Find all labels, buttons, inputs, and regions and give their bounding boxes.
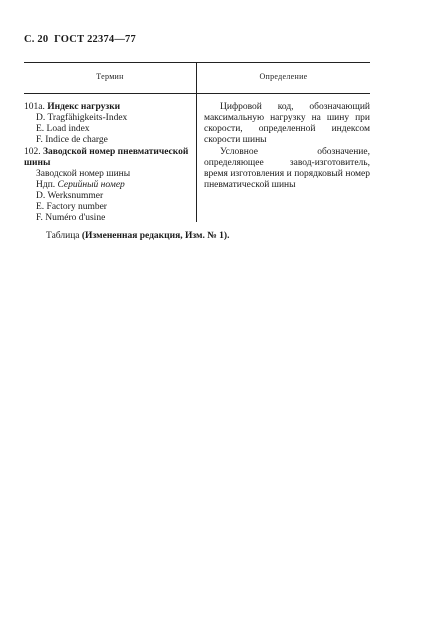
- edition-note: [46, 231, 229, 241]
- term-fr: F. Indice de charge: [36, 135, 108, 145]
- term-ndp: [24, 180, 192, 191]
- table-row-term: [24, 102, 192, 146]
- term-fr: F. Numéro d'usine: [36, 213, 106, 223]
- term-ru: Индекс нагрузки: [47, 102, 121, 112]
- term-ru: Заводской номер пневматической шины: [24, 147, 189, 168]
- terms-table: [24, 62, 370, 222]
- edition-label: Таблица: [46, 231, 80, 241]
- term-number: 101a.: [24, 102, 45, 112]
- term-de: D. Tragfähigkeits-Index: [36, 113, 128, 123]
- page-header: [24, 34, 136, 45]
- term-de: D. Werksnummer: [36, 191, 104, 201]
- ndp-value: Серийный номер: [57, 180, 125, 190]
- standard-code: ГОСТ 22374—77: [54, 34, 136, 45]
- term-en: E. Load index: [36, 124, 90, 134]
- term-synonym: Заводской номер шины: [36, 169, 131, 179]
- table-row-definition: Условное обозначение, определяющее завод-изготовитель, время изготовления и порядковый номер пневматической шины: [204, 147, 370, 190]
- table-row-term: [24, 147, 192, 224]
- edition-text: (Измененная редакция, Изм. № 1).: [81, 231, 230, 241]
- table-header-rule: [24, 93, 370, 94]
- term-en: E. Factory number: [36, 202, 107, 212]
- column-header-definition: Определение: [259, 72, 308, 81]
- column-divider: [196, 62, 197, 222]
- ndp-label: Ндп.: [36, 180, 56, 190]
- term-number: 102.: [24, 147, 41, 157]
- page-number: С. 20: [24, 34, 49, 45]
- table-top-rule: [24, 62, 370, 63]
- term-title: [24, 102, 192, 113]
- term-title: [24, 147, 192, 169]
- column-header-term: Термин: [96, 72, 124, 81]
- table-row-definition: Цифровой код, обозначающий максимальную нагрузку на шину при скорости, определенной индексом скорости шины: [204, 102, 370, 145]
